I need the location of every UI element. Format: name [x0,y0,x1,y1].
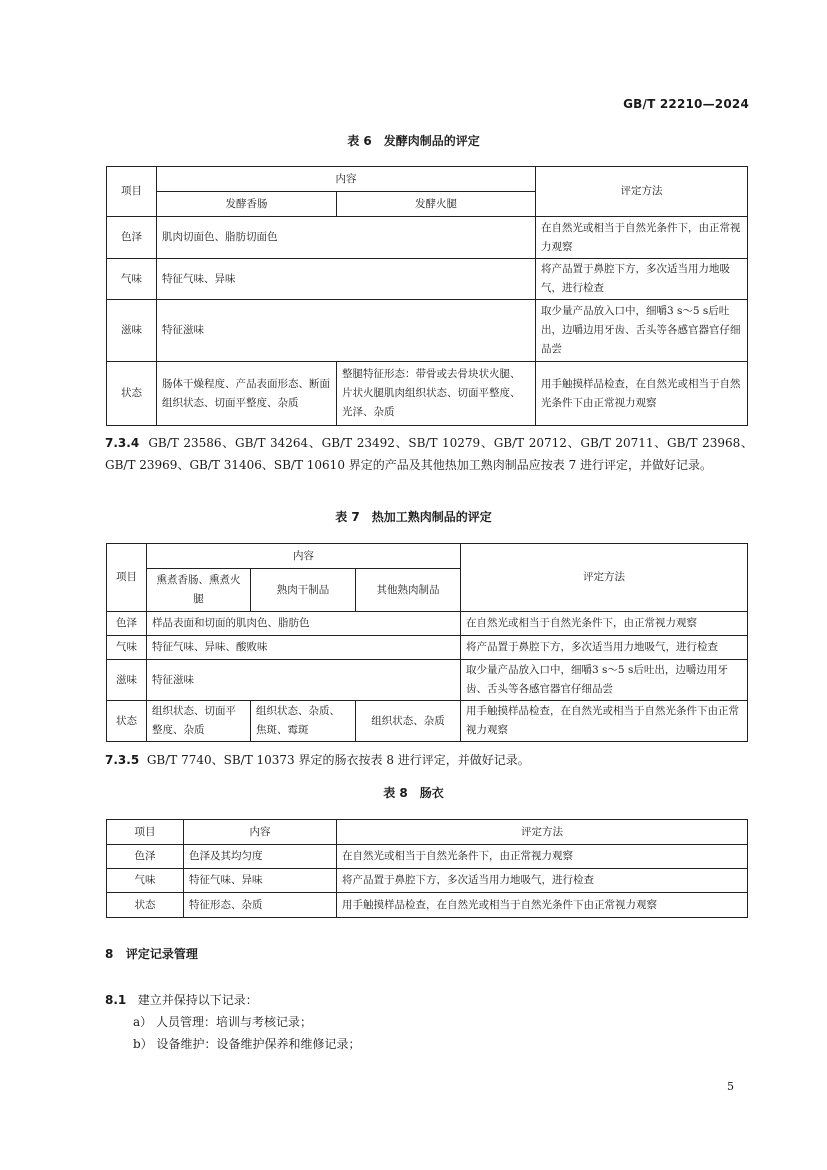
table8-row-content: 色泽及其均匀度 [184,845,337,869]
clause-number: 8.1 [105,993,127,1007]
table6-caption: 表 6 发酵肉制品的评定 [347,134,480,148]
table6-row-method: 将产品置于鼻腔下方，多次适当用力地吸气，进行检查 [536,259,748,300]
clause-text: 建立并保持以下记录： [137,993,258,1007]
table-row [107,845,748,869]
list-item-text: 人员管理：培训与考核记录； [155,1015,312,1029]
table-row [107,660,748,701]
table6-header-method: 评定方法 [536,167,748,217]
table8-header-content: 内容 [184,820,337,845]
document-number: GB/T 22210—2024 [623,97,749,111]
table6-header-sausage: 发酵香肠 [157,192,337,217]
table7-row-method: 在自然光或相当于自然光条件下，由正常视力观察 [461,612,748,636]
clause-8-1 [105,991,258,1008]
table-row [107,362,748,426]
table6-header-item: 项目 [107,167,157,217]
table7-row-smoked: 组织状态、切面平整度、杂质 [147,701,251,742]
table7-row-dried: 组织状态、杂质、焦斑、霉斑 [251,701,356,742]
clause-text: GB/T 23586、GB/T 34264、GB/T 23492、SB/T 10279、GB/T 20712、GB/T 20711、GB/T 23968、GB/T 23969、GB/T 31406、SB/T 10610 界定的产品及其他热加工熟肉制品应按表 7 进行评定，并做好记录。 [105,436,753,472]
table7-row-method: 取少量产品放入口中，细嚼3 s～5 s后吐出，边嚼边用牙齿、舌头等各感官器官仔细品尝 [461,660,748,701]
section-number: 8 [105,947,114,961]
table-row [107,869,748,893]
table-row [107,217,748,259]
table6-row-sausage: 肠体干燥程度、产品表面形态、断面组织状态、切面平整度、杂质 [157,362,337,426]
table6-row-content: 特征气味、异味 [157,259,536,300]
table7-row-item: 色泽 [107,612,147,636]
list-item-label: b） [133,1037,153,1051]
clause-number: 7.3.5 [105,753,140,767]
section-title: 评定记录管理 [125,947,198,961]
table7-header-other: 其他熟肉制品 [356,569,461,612]
table7 [106,543,748,742]
table8-row-item: 色泽 [107,845,184,869]
clause-7-3-5 [105,749,753,771]
table-row [107,259,748,300]
table7-row-method: 将产品置于鼻腔下方，多次适当用力地吸气，进行检查 [461,636,748,660]
clause-number: 7.3.4 [105,436,140,450]
table6-row-content: 肌肉切面色、脂肪切面色 [157,217,536,259]
table7-header-dried: 熟肉干制品 [251,569,356,612]
table7-row-item: 滋味 [107,660,147,701]
table6 [106,166,748,426]
table7-row-content: 样品表面和切面的肌肉色、脂肪色 [147,612,461,636]
section-8-heading [105,945,198,962]
table-row [107,636,748,660]
table6-row-method: 用手触摸样品检查，在自然光或相当于自然光条件下由正常视力观察 [536,362,748,426]
table8-header-item: 项目 [107,820,184,845]
table7-row-other: 组织状态、杂质 [356,701,461,742]
table8-row-method: 在自然光或相当于自然光条件下，由正常视力观察 [337,845,748,869]
table8-row-method: 用手触摸样品检查，在自然光或相当于自然光条件下由正常视力观察 [337,893,748,918]
table8-row-content: 特征形态、杂质 [184,893,337,918]
table6-row-item: 滋味 [107,300,157,362]
table8 [106,819,748,918]
list-item-label: a） [133,1015,153,1029]
table8-row-item: 状态 [107,893,184,918]
clause-text: GB/T 7740、SB/T 10373 界定的肠衣按表 8 进行评定，并做好记录。 [146,753,530,767]
table7-row-content: 特征滋味 [147,660,461,701]
table7-header-item: 项目 [107,544,147,612]
clause-7-3-4 [105,432,753,476]
table-row [107,701,748,742]
table6-row-item: 色泽 [107,217,157,259]
table-row [107,300,748,362]
list-item-text: 设备维护：设备维护保养和维修记录； [156,1037,361,1051]
table7-row-item: 气味 [107,636,147,660]
table6-row-item: 气味 [107,259,157,300]
list-item [133,1035,361,1052]
table7-row-content: 特征气味、异味、酸败味 [147,636,461,660]
table8-row-method: 将产品置于鼻腔下方，多次适当用力地吸气，进行检查 [337,869,748,893]
table6-header-content: 内容 [157,167,536,192]
table6-row-content: 特征滋味 [157,300,536,362]
table6-header-ham: 发酵火腿 [337,192,536,217]
table7-header-method: 评定方法 [461,544,748,612]
table-row [107,893,748,918]
table7-header-content: 内容 [147,544,461,569]
table7-row-method: 用手触摸样品检查，在自然光或相当于自然光条件下由正常视力观察 [461,701,748,742]
table7-header-smoked: 熏煮香肠、熏煮火腿 [147,569,251,612]
table8-caption: 表 8 肠衣 [383,786,444,800]
table6-row-item: 状态 [107,362,157,426]
table7-row-item: 状态 [107,701,147,742]
table8-row-content: 特征气味、异味 [184,869,337,893]
table6-row-method: 在自然光或相当于自然光条件下，由正常视力观察 [536,217,748,259]
table-row [107,612,748,636]
table8-row-item: 气味 [107,869,184,893]
page-number: 5 [727,1080,734,1093]
table7-caption: 表 7 热加工熟肉制品的评定 [335,510,492,524]
list-item [133,1013,312,1030]
table8-header-method: 评定方法 [337,820,748,845]
table6-row-method: 取少量产品放入口中，细嚼3 s～5 s后吐出，边嚼边用牙齿、舌头等各感官器官仔细品尝 [536,300,748,362]
table6-row-ham: 整腿特征形态：带骨或去骨块状火腿、片状火腿肌肉组织状态、切面平整度、光泽、杂质 [337,362,536,426]
